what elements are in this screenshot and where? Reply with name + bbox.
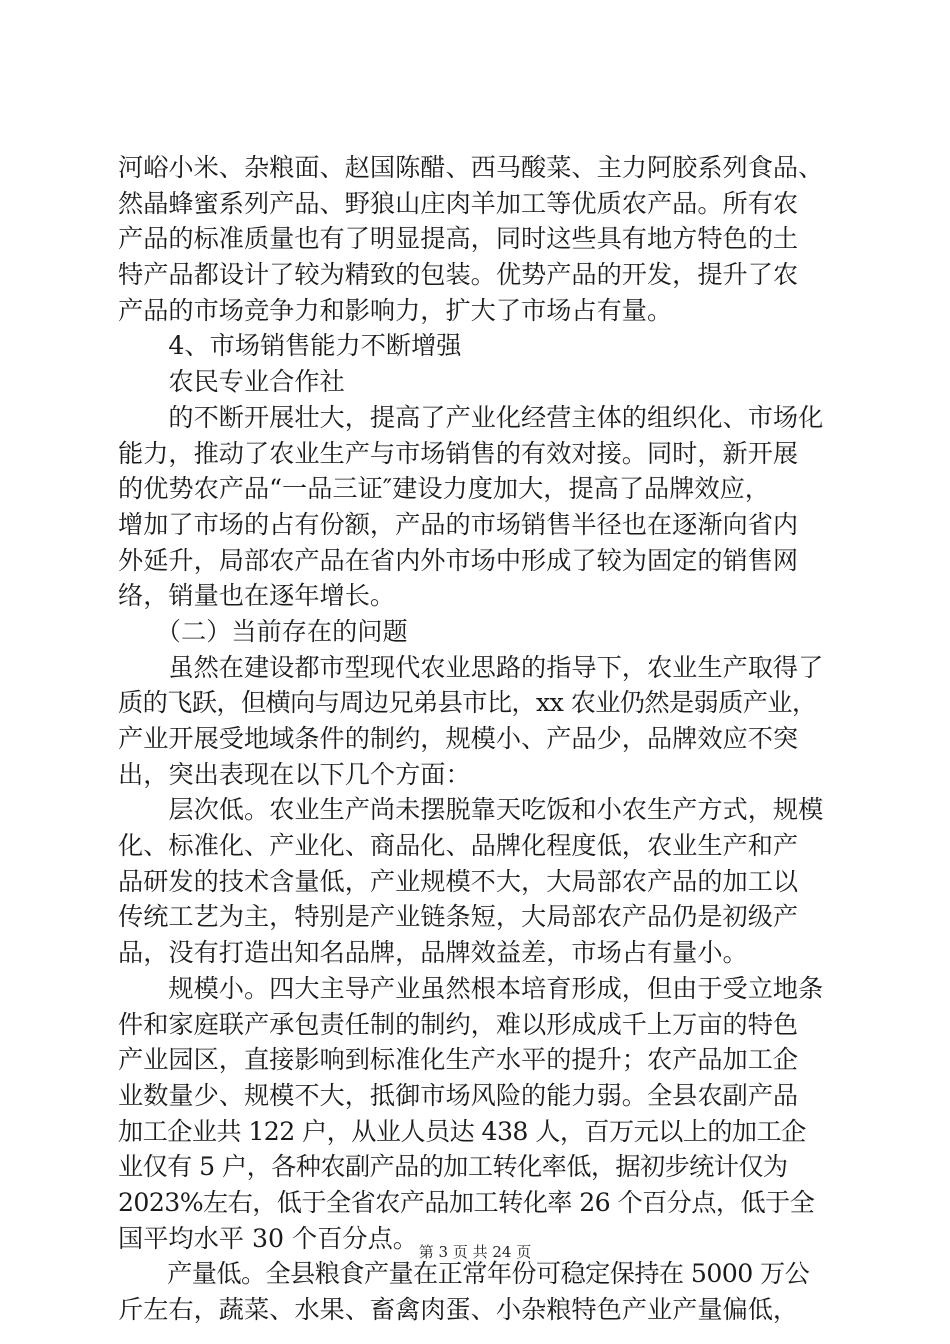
text-line: 业仅有 5 户，各种农副产品的加工转化率低，据初步统计仅为: [118, 1152, 788, 1182]
text-line: 加工企业共 122 户，从业人员达 438 人，百万元以上的加工企: [118, 1116, 806, 1146]
document-body: [118, 150, 838, 1328]
text-line: 增加了市场的占有份额，产品的市场销售半径也在逐渐向省内: [118, 509, 799, 539]
text-line: 络，销量也在逐年增长。: [118, 581, 396, 611]
text-line: 出，突出表现在以下几个方面：: [118, 759, 471, 789]
text-line: 然晶蜂蜜系列产品、野狼山庄肉羊加工等优质农产品。所有农: [118, 188, 799, 218]
text-line: 产品的标准质量也有了明显提高，同时这些具有地方特色的土: [118, 224, 799, 254]
text-line: 品研发的技术含量低，产业规模不大，大局部农产品的加工以: [118, 866, 799, 896]
text-line: 传统工艺为主，特别是产业链条短，大局部农产品仍是初级产: [118, 902, 799, 932]
text-line: 化、标准化、产业化、商品化、品牌化程度低，农业生产和产: [118, 831, 799, 861]
text-line: 虽然在建设都市型现代农业思路的指导下，农业生产取得了: [118, 652, 824, 682]
text-line: 件和家庭联产承包责任制的制约，难以形成成千上万亩的特色: [118, 1009, 799, 1039]
text-line: 河峪小米、杂粮面、赵国陈醋、西马酸菜、主力阿胶系列食品、: [118, 153, 824, 182]
section-heading: 4、市场销售能力不断增强: [118, 331, 462, 361]
text-line: 产业开展受地域条件的制约，规模小、产品少，品牌效应不突: [118, 724, 799, 753]
text-line: 能力，推动了农业生产与市场销售的有效对接。同时，新开展: [118, 438, 799, 468]
text-line: 产品的市场竞争力和影响力，扩大了市场占有量。: [118, 295, 673, 325]
text-line: 的不断开展壮大，提高了产业化经营主体的组织化、市场化: [118, 402, 824, 432]
text-line: 品，没有打造出知名品牌，品牌效益差，市场占有量小。: [118, 938, 748, 968]
text-line: 农民专业合作社: [118, 367, 345, 397]
text-line: 产量低。全县粮食产量在正常年份可稳定保持在 5000 万公: [118, 1259, 810, 1289]
text-line: 产业园区，直接影响到标准化生产水平的提升；农产品加工企: [118, 1045, 799, 1075]
page-number-footer: 第 3 页 共 24 页: [418, 1243, 532, 1261]
text-line: 2023%左右，低于全省农产品加工转化率 26 个百分点，低于全: [118, 1187, 815, 1217]
text-line: 特产品都设计了较为精致的包装。优势产品的开发，提升了农: [118, 260, 799, 290]
text-line: 质的飞跃，但横向与周边兄弟县市比，xx 农业仍然是弱质产业，: [118, 688, 817, 718]
text-line: 外延升，局部农产品在省内外市场中形成了较为固定的销售网: [118, 545, 799, 575]
text-line: 层次低。农业生产尚未摆脱靠天吃饭和小农生产方式，规模: [118, 795, 824, 825]
section-heading: （二）当前存在的问题: [118, 616, 408, 646]
text-line: 斤左右，蔬菜、水果、畜禽肉蛋、小杂粮特色产业产量偏低，: [118, 1295, 799, 1324]
text-line: 业数量少、规模不大，抵御市场风险的能力弱。全县农副产品: [118, 1080, 799, 1110]
text-line: 规模小。四大主导产业虽然根本培育形成，但由于受立地条: [118, 973, 824, 1003]
text-line: 国平均水平 30 个百分点。: [118, 1223, 418, 1253]
text-line: 的优势农产品“一品三证″建设力度加大，提高了品牌效应，: [118, 474, 770, 504]
